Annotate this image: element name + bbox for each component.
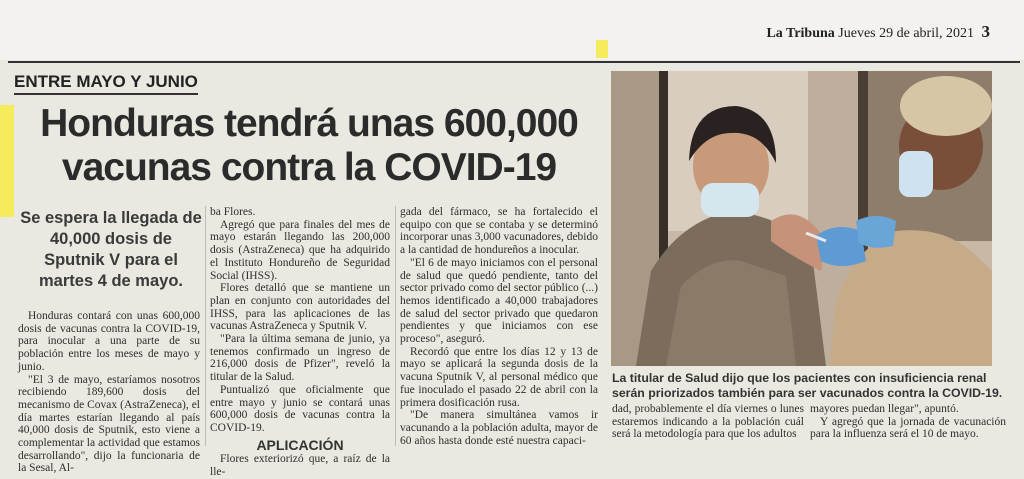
body-column-5 — [810, 403, 1006, 441]
paragraph: "El 6 de mayo iniciamos con el personal de salud que quedó pendiente, tanto del sector privado como del sector público (...) hemos identificado a 40,000 trabajadores de salud del sector privado que quedaron pendientes y que iniciamos con ese proceso", aseguró. — [400, 256, 598, 346]
body-column-1 — [18, 310, 200, 475]
paragraph: Agregó que para finales del mes de mayo estarán llegando las 200,000 dosis (AstraZeneca) que ha adquirido el Instituto Hondureño de Seguridad Social (IHSS). — [210, 218, 390, 282]
issue-date: Jueves 29 de abril, 2021 — [838, 26, 974, 41]
news-photo — [611, 71, 992, 366]
paragraph: "El 3 de mayo, estaríamos nosotros recibiendo 189,600 dosis del mecanismo de Covax (AstraZeneca), el día martes estarían llegando al país 40,000 dosis de Sputnik, esto viene a complementar la actividad que estamos desarrollando", dijo la funcionaria de la Sesal, Al- — [18, 373, 200, 475]
highlighter-mark — [0, 105, 14, 217]
deck-subtitle: Se espera la llegada de 40,000 dosis de Sputnik V para el martes 4 de mayo. — [20, 209, 202, 290]
body-column-4 — [612, 403, 804, 441]
paragraph: Honduras contará con unas 600,000 dosis de vacunas contra la COVID-19, para inocular a una parte de su población entre los meses de mayo y junio. — [18, 310, 200, 373]
body-column-2 — [210, 206, 390, 479]
vaccination-photo-illustration — [611, 71, 992, 366]
paragraph: Flores exteriorizó que, a raíz de la lle- — [210, 453, 390, 479]
column-divider — [205, 206, 206, 446]
page-folio — [766, 22, 990, 42]
photo-caption: La titular de Salud dijo que los pacientes con insuficiencia renal serán priorizados también para ser vacunados contra la COVID-19. — [612, 371, 1003, 400]
paragraph: mayores puedan llegar", apuntó. — [810, 403, 959, 415]
paragraph: gada del fármaco, se ha fortalecido el equipo con que se contaba y se determinó incorporar unas 3,000 vacunadores, debido a la cantidad de hondureños a inocular. — [400, 206, 598, 257]
paragraph: Recordó que entre los días 12 y 13 de mayo se aplicará la segunda dosis de la vacuna Sputnik V, al personal médico que fue inoculado el pasado 22 de abril con la primera dosificación rusa. — [400, 345, 598, 409]
paragraph: "Para la última semana de junio, ya tenemos confirmado un ingreso de 216,000 dosis de Pfizer", reveló la titular de la Salud. — [210, 333, 390, 384]
newspaper-name: La Tribuna — [766, 26, 835, 41]
column-divider — [395, 206, 396, 446]
page-number: 3 — [981, 22, 990, 41]
headline: Honduras tendrá unas 600,000 vacunas contra la COVID-19 — [40, 102, 578, 189]
highlighter-mark — [596, 40, 608, 58]
kicker: ENTRE MAYO Y JUNIO — [14, 72, 198, 95]
paragraph: ba Flores. — [210, 206, 256, 218]
paragraph: dad, probablemente el día viernes o lunes estaremos indicando a la población cuál será la metodología para que los adultos — [612, 403, 804, 441]
subhead: APLICACIÓN — [256, 436, 344, 453]
paragraph: "De manera simultánea vamos ir vacunando a la población adulta, mayor de 60 años hasta donde esté nuestra capaci- — [400, 409, 598, 447]
header-rule — [8, 61, 1020, 63]
body-column-3 — [400, 206, 598, 447]
paragraph: Puntualizó que oficialmente que entre mayo y junio se contará unas 600,000 dosis de vacunas contra la COVID-19. — [210, 383, 390, 434]
paragraph: Flores detalló que se mantiene un plan en conjunto con autoridades del IHSS, para las aplicaciones de las vacunas AstraZeneca y Sputnik V. — [210, 282, 390, 333]
paragraph: Y agregó que la jornada de vacunación para la influenza será el 10 de mayo. — [810, 415, 1006, 441]
